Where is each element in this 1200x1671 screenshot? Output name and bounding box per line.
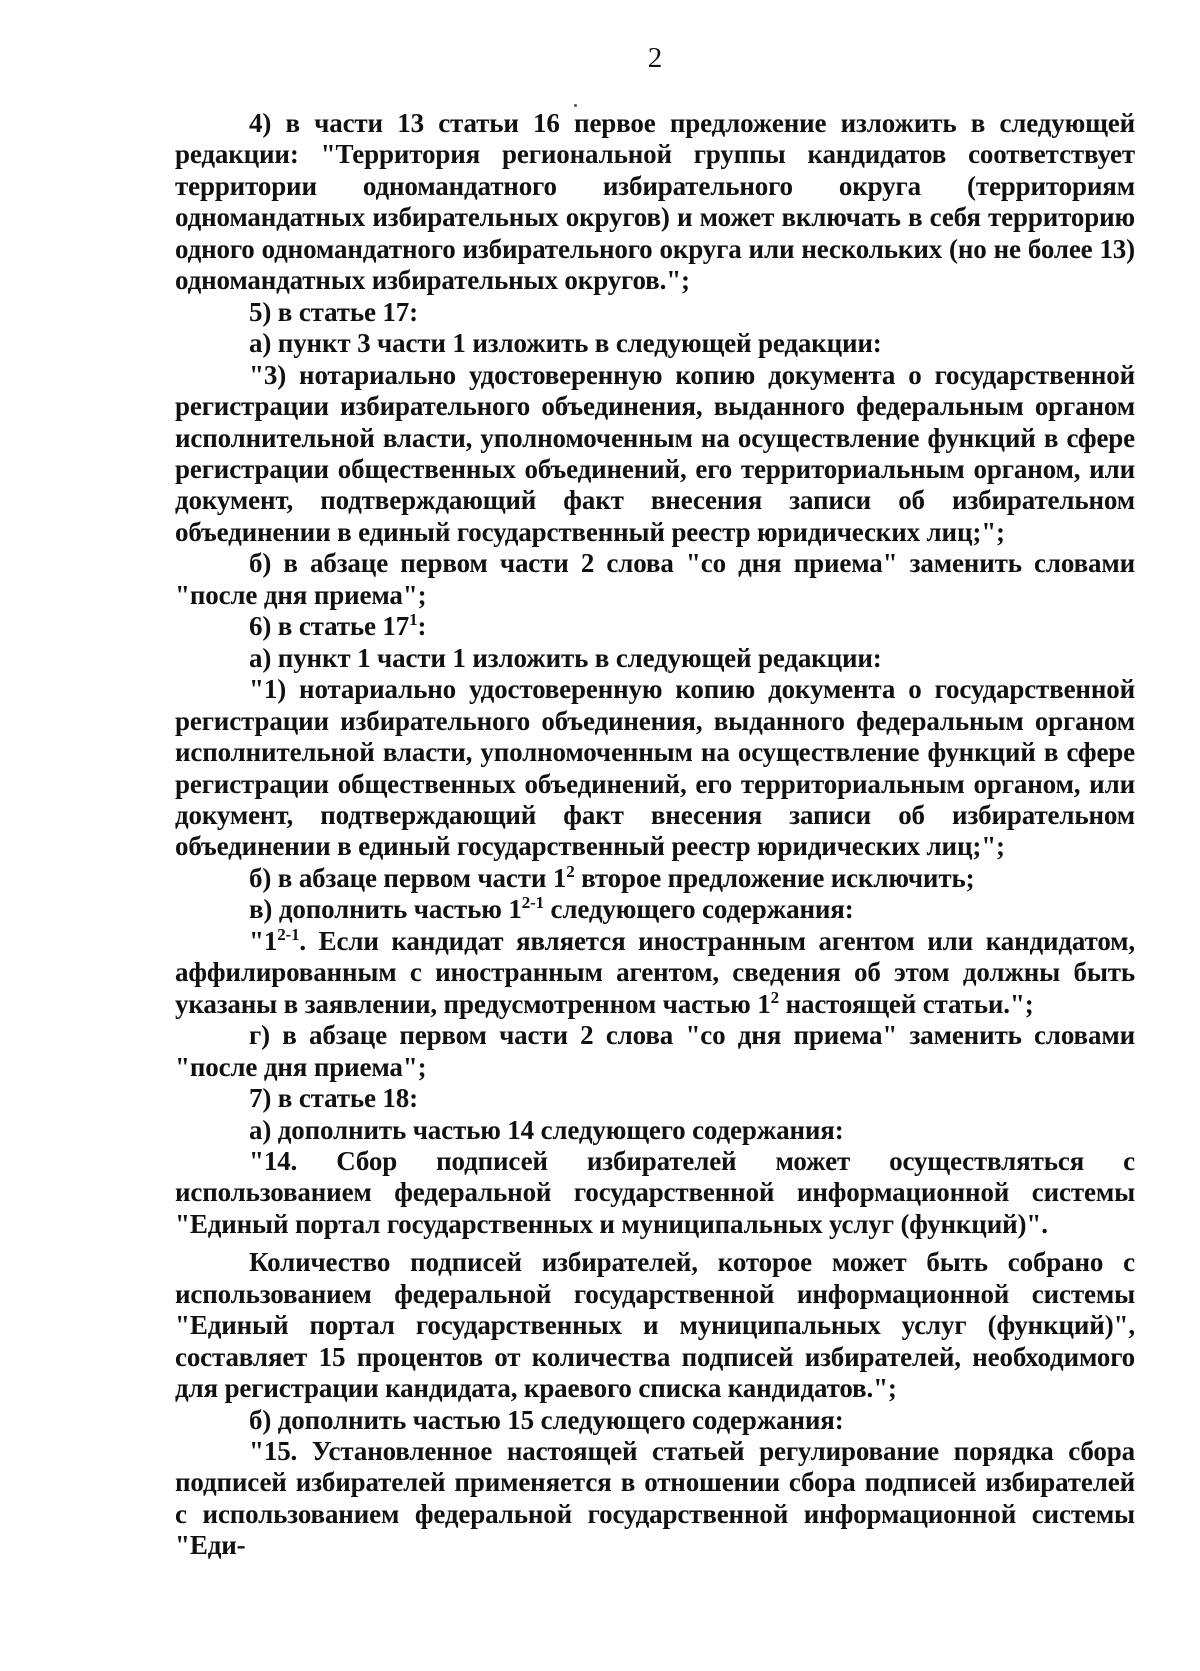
paragraph-quote-1-2-1-tail: настоящей статьи."; [778, 988, 1034, 1019]
paragraph-item-4: 4) в части 13 статьи 16 первое предложение изложить в следующей редакции: "Территория региональной группы кандидатов соответствует территории одномандатного избирательного округа (территориям одномандатных избирательных округов) и может включать в себя территорию одного одномандатного избирательного округа или нескольких (но не более 13) одномандатных избирательных округов."; [175, 108, 1135, 296]
paragraph-item-5a: а) пункт 3 части 1 изложить в следующей редакции: [249, 328, 882, 359]
paragraph-item-6v-tail: следующего содержания: [543, 894, 854, 925]
document-body [175, 108, 1135, 1562]
paragraph-item-5: 5) в статье 17: [249, 296, 418, 327]
superscript: 1 [409, 610, 418, 630]
paragraph-quote-3: "3) нотариально удостоверенную копию документа о государственной регистрации избирательного объединения, выданного федеральным органом исполнительной власти, уполномоченным на осуществление функций в сфере регистрации общественных объединений, его территориальным органом, или документ, подтверждающий факт внесения записи об избирательном объединении в единый государственный реестр юридических лиц;"; [175, 359, 1135, 547]
paragraph-quote-1-2-1 [175, 926, 1135, 1020]
paragraph-item-6-text: 6) в статье 17 [249, 611, 410, 642]
paragraph-item-7: 7) в статье 18: [249, 1083, 418, 1114]
paragraph-item-6b [175, 863, 1135, 894]
paragraph-item-6 [175, 611, 1135, 642]
paragraph-item-6a: а) пункт 1 части 1 изложить в следующей редакции: [249, 642, 882, 673]
superscript: 2-1 [521, 893, 544, 913]
paragraph-item-6g: г) в абзаце первом части 2 слова "со дня приема" заменить словами "после дня приема"; [175, 1020, 1135, 1082]
paragraph-item-6b-text: б) в абзаце первом части 1 [249, 862, 567, 893]
paragraph-quote-14-continued: Количество подписей избирателей, которое может быть собрано с использованием федеральной государственной информационной системы "Единый портал государственных и муниципальных услуг (функций)", составляет 15 процентов от количества подписей избирателей, необходимого для регистрации кандидата, краевого списка кандидатов."; [175, 1247, 1135, 1404]
paragraph-item-6v [175, 894, 1135, 925]
paragraph-item-6-tail: : [417, 611, 427, 642]
superscript: 2 [770, 987, 779, 1007]
superscript: 2-1 [277, 924, 300, 944]
paragraph-quote-1-2-1-text: . Если кандидат является иностранным агентом или кандидатом, аффилированным с иностранным агентом, сведения об этом должны быть указаны в заявлении, предусмотренном частью 1 [175, 925, 1135, 1019]
paragraph-item-7a: а) дополнить частью 14 следующего содержания: [249, 1114, 844, 1145]
superscript: 2 [566, 861, 575, 881]
scan-speck [574, 104, 577, 107]
paragraph-quote-14: "14. Сбор подписей избирателей может осуществляться с использованием федеральной государственной информационной системы "Единый портал государственных и муниципальных услуг (функций)". [175, 1145, 1135, 1239]
page-number: 2 [647, 42, 663, 74]
paragraph-item-6b-tail: второе предложение исключить; [574, 862, 975, 893]
paragraph-item-7b: б) дополнить частью 15 следующего содержания: [249, 1404, 844, 1435]
paragraph-quote-1: "1) нотариально удостоверенную копию документа о государственной регистрации избирательного объединения, выданного федеральным органом исполнительной власти, уполномоченным на осуществление функций в сфере регистрации общественных объединений, его территориальным органом, или документ, подтверждающий факт внесения записи об избирательном объединении в единый государственный реестр юридических лиц;"; [175, 674, 1135, 862]
paragraph-item-5b: б) в абзаце первом части 2 слова "со дня приема" заменить словами "после дня приема"; [175, 548, 1135, 610]
paragraph-quote-15: "15. Установленное настоящей статьей регулирование порядка сбора подписей избирателей применяется в отношении сбора подписей избирателей с использованием федеральной государственной информационной системы "Еди- [175, 1436, 1135, 1561]
paragraph-quote-1-2-1-start: "1 [249, 925, 278, 956]
paragraph-item-6v-text: в) дополнить частью 1 [249, 894, 522, 925]
